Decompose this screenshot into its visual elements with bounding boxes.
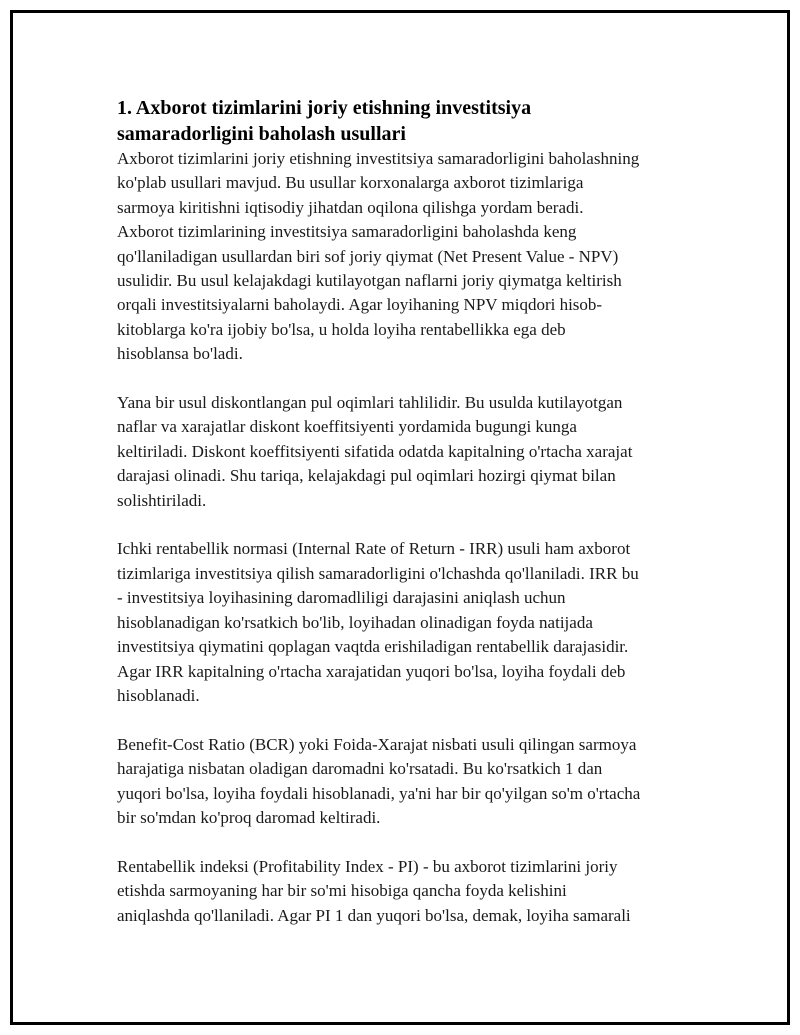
paragraph-line: Agar IRR kapitalning o'rtacha xarajatidan yuqori bo'lsa, loyiha foydali deb xyxy=(117,661,626,681)
paragraph-line: etishda sarmoyaning har bir so'mi hisobiga qancha foyda kelishini xyxy=(117,881,567,901)
paragraph-line: kitoblarga ko'ra ijobiy bo'lsa, u holda loyiha rentabellikka ega deb xyxy=(117,319,566,339)
paragraph-line: Rentabellik indeksi (Profitability Index - PI) - bu axborot tizimlarini joriy xyxy=(117,856,618,876)
body-paragraph xyxy=(117,391,707,513)
paragraph-line: ko'plab usullari mavjud. Bu usullar korxonalarga axborot tizimlariga xyxy=(117,173,584,193)
paragraph-line: naflar va xarajatlar diskont koeffitsiyenti yordamida bugungi kunga xyxy=(117,417,577,437)
document-page xyxy=(10,10,790,1025)
paragraph-line: harajatiga nisbatan oladigan daromadni ko'rsatadi. Bu ko'rsatkich 1 dan xyxy=(117,759,603,779)
paragraph-line: usulidir. Bu usul kelajakdagi kutilayotgan naflarni joriy qiymatga keltirish xyxy=(117,271,622,291)
paragraph-line: orqali investitsiyalarni baholaydi. Agar loyihaning NPV miqdori hisob- xyxy=(117,295,603,315)
body-paragraph xyxy=(117,147,707,367)
paragraph-line: investitsiya qiymatini qoplagan vaqtda erishiladigan rentabellik darajasidir. xyxy=(117,637,629,657)
paragraph-list xyxy=(117,147,707,928)
body-paragraph xyxy=(117,537,707,708)
paragraph-line: sarmoya kiritishni iqtisodiy jihatdan oqilona qilishga yordam beradi. xyxy=(117,197,584,217)
body-paragraph xyxy=(117,855,707,928)
paragraph-line: hisoblansa bo'ladi. xyxy=(117,344,243,364)
document-content xyxy=(117,95,707,928)
paragraph-line: darajasi olinadi. Shu tariqa, kelajakdagi pul oqimlari hozirgi qiymat bilan xyxy=(117,466,616,486)
paragraph-line: aniqlashda qo'llaniladi. Agar PI 1 dan yuqori bo'lsa, demak, loyiha samarali xyxy=(117,905,631,925)
paragraph-line: yuqori bo'lsa, loyiha foydali hisoblanadi, ya'ni har bir qo'yilgan so'm o'rtacha xyxy=(117,783,641,803)
paragraph-line: Axborot tizimlarining investitsiya samaradorligini baholashda keng xyxy=(117,222,577,242)
paragraph-line: Ichki rentabellik normasi (Internal Rate of Return - IRR) usuli ham axborot xyxy=(117,539,631,559)
heading-line: samaradorligini baholash usullari xyxy=(117,123,406,145)
section-heading xyxy=(117,95,707,147)
paragraph-line: hisoblanadi. xyxy=(117,685,200,705)
paragraph-line: Axborot tizimlarini joriy etishning investitsiya samaradorligini baholashning xyxy=(117,149,640,168)
heading-line: 1. Axborot tizimlarini joriy etishning investitsiya xyxy=(117,97,532,119)
paragraph-line: solishtiriladi. xyxy=(117,490,207,510)
paragraph-line: keltiriladi. Diskont koeffitsiyenti sifatida odatda kapitalning o'rtacha xarajat xyxy=(117,441,633,461)
paragraph-line: tizimlariga investitsiya qilish samaradorligini o'lchashda qo'llaniladi. IRR bu xyxy=(117,563,639,583)
paragraph-line: qo'llaniladigan usullardan biri sof joriy qiymat (Net Present Value - NPV) xyxy=(117,246,619,266)
paragraph-line: bir so'mdan ko'proq daromad keltiradi. xyxy=(117,807,381,827)
paragraph-line: Benefit-Cost Ratio (BCR) yoki Foida-Xarajat nisbati usuli qilingan sarmoya xyxy=(117,734,637,754)
paragraph-line: hisoblanadigan ko'rsatkich bo'lib, loyihadan olinadigan foyda natijada xyxy=(117,612,593,632)
paragraph-line: - investitsiya loyihasining daromadliligi darajasini aniqlash uchun xyxy=(117,588,566,608)
paragraph-line: Yana bir usul diskontlangan pul oqimlari tahlilidir. Bu usulda kutilayotgan xyxy=(117,393,623,413)
body-paragraph xyxy=(117,733,707,831)
